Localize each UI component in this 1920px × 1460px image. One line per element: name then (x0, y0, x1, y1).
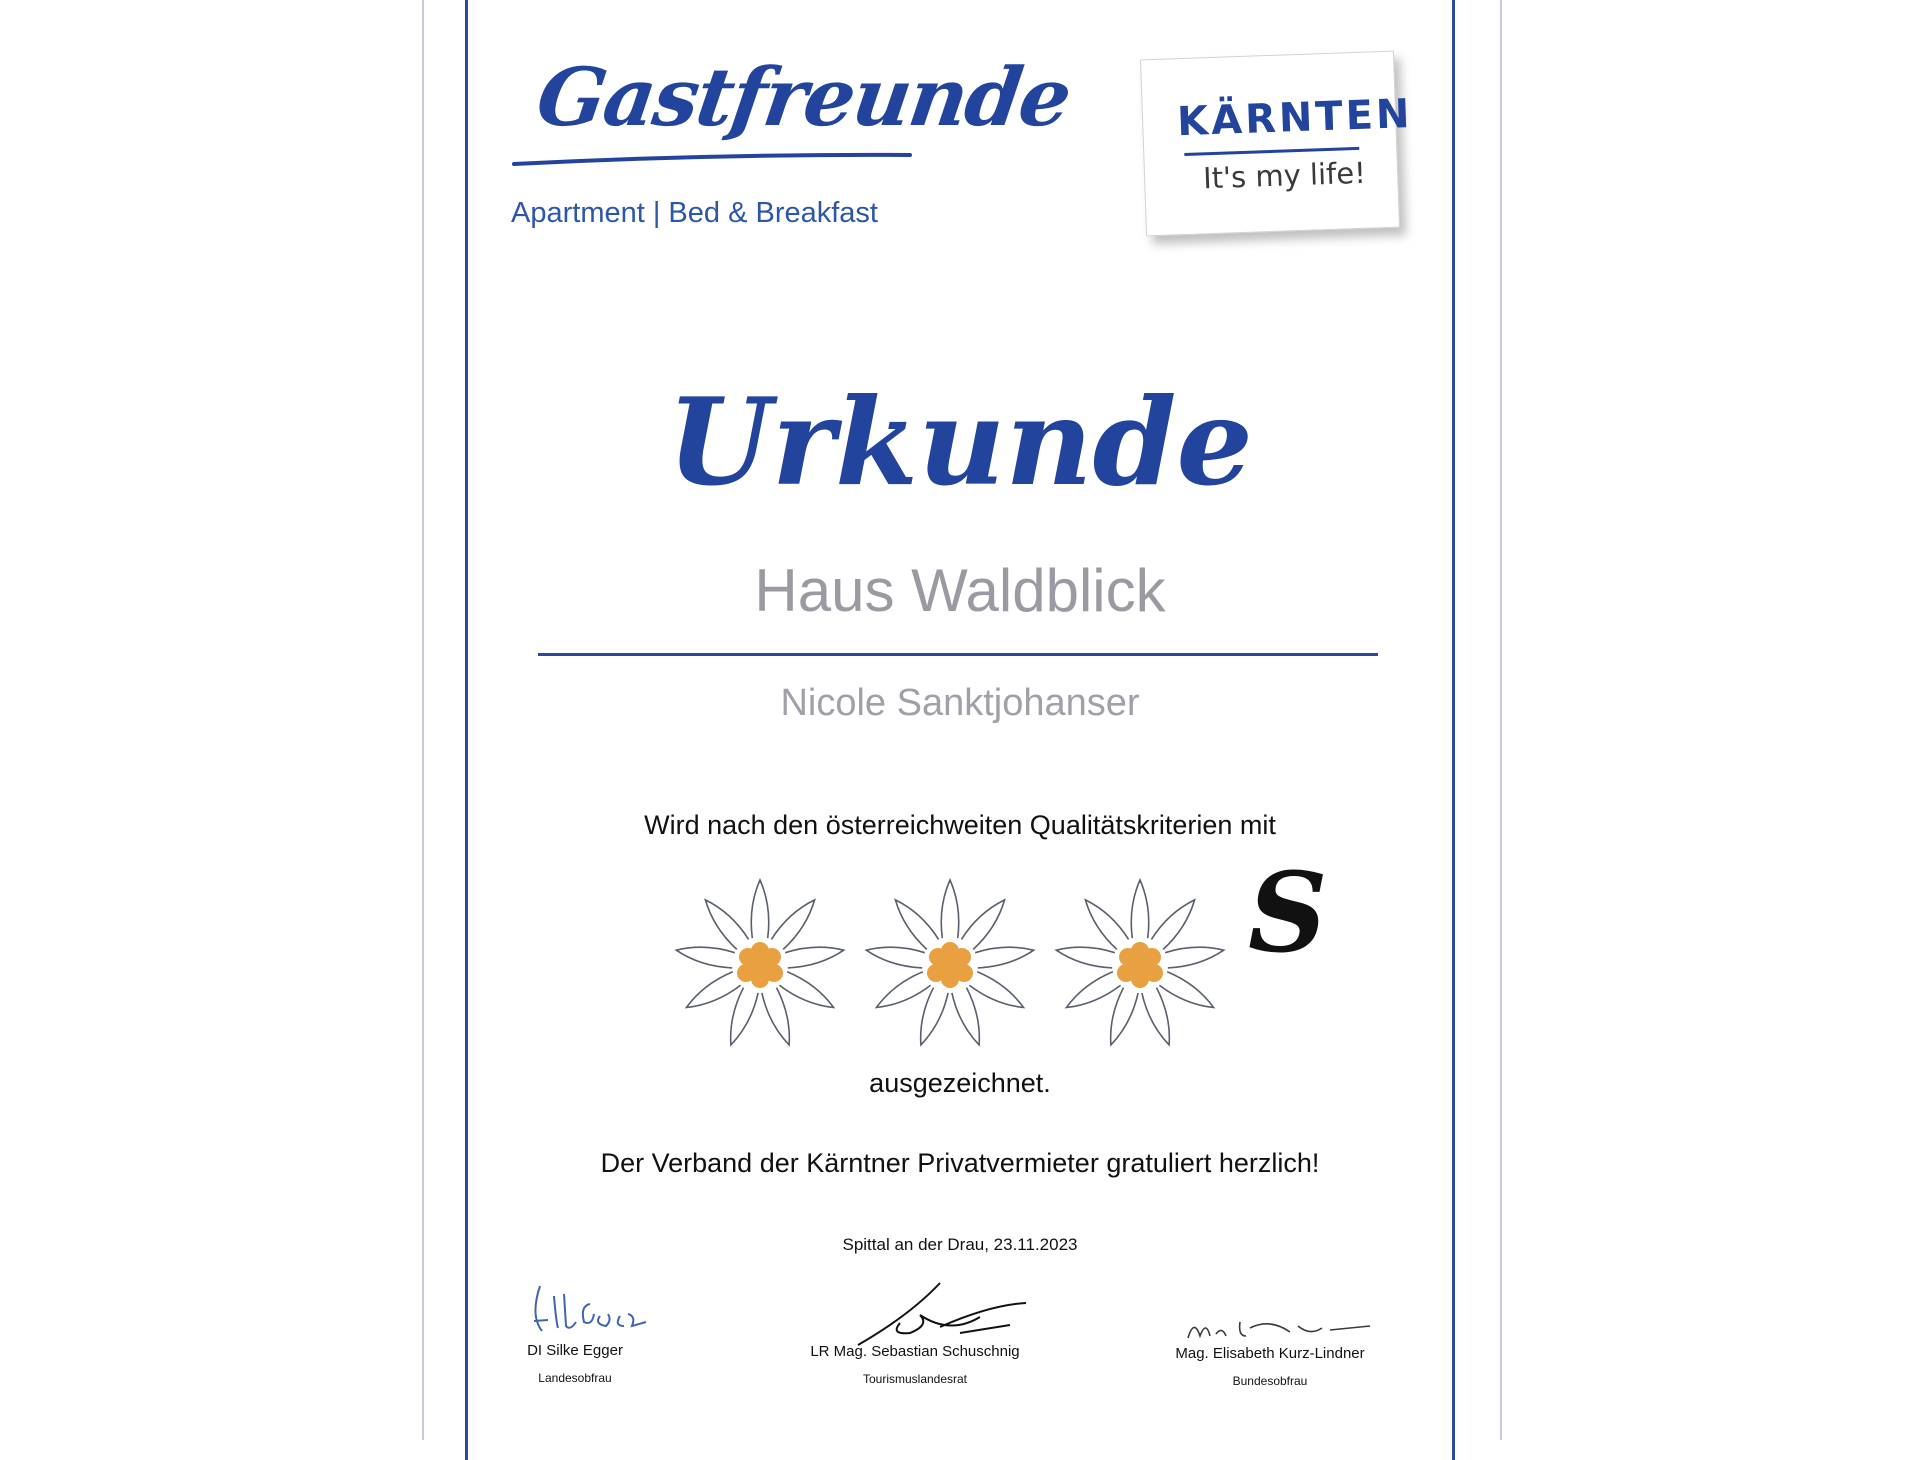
edelweiss-center (1131, 942, 1149, 960)
edelweiss-center (751, 970, 769, 988)
kaernten-badge (1140, 51, 1414, 237)
edelweiss-center (941, 970, 959, 988)
place-date: Spittal an der Drau, 23.11.2023 (842, 1235, 1078, 1254)
signatory-2 (780, 1343, 1050, 1386)
rating-suffix: S (1248, 848, 1328, 977)
congrats-text: Der Verband der Kärntner Privatvermieter gratuliert herzlich! (600, 1148, 1320, 1178)
edelweiss-center (941, 942, 959, 960)
intro-text: Wird nach den österreichweiten Qualitätskriterien mit (644, 810, 1276, 840)
signatory-3 (1140, 1345, 1400, 1388)
brand-subtitle: Apartment | Bed & Breakfast (511, 197, 878, 229)
edelweiss-icon (850, 870, 1050, 1060)
brand-swoosh-icon (512, 152, 912, 166)
edelweiss-center (1131, 970, 1149, 988)
signatory-1-name: DI Silke Egger (527, 1342, 623, 1359)
edelweiss-icon (1040, 870, 1240, 1060)
signature-elisabeth-kurz-lindner (1180, 1308, 1380, 1348)
owner-name: Nicole Sanktjohanser (780, 682, 1140, 724)
title-divider (538, 653, 1378, 656)
kaernten-badge-underline (1184, 147, 1359, 156)
kaernten-badge-tagline: It's my life! (1202, 155, 1367, 196)
signatory-1-role: Landesobfrau (538, 1371, 612, 1385)
signatory-1 (490, 1342, 660, 1385)
certificate-title: Urkunde (667, 372, 1253, 513)
signatory-3-name: Mag. Elisabeth Kurz-Lindner (1175, 1345, 1365, 1362)
kaernten-badge-name: KÄRNTEN (1176, 91, 1414, 146)
house-name: Haus Waldblick (754, 557, 1166, 624)
edelweiss-center (751, 942, 769, 960)
awarded-text: ausgezeichnet. (869, 1068, 1051, 1098)
brand-logo-title: Gastfreunde (531, 50, 1076, 144)
edelweiss-icon (660, 870, 860, 1060)
signatory-3-role: Bundesobfrau (1232, 1374, 1308, 1388)
signatory-2-name: LR Mag. Sebastian Schuschnig (810, 1343, 1020, 1360)
signatory-2-role: Tourismuslandesrat (862, 1372, 968, 1386)
